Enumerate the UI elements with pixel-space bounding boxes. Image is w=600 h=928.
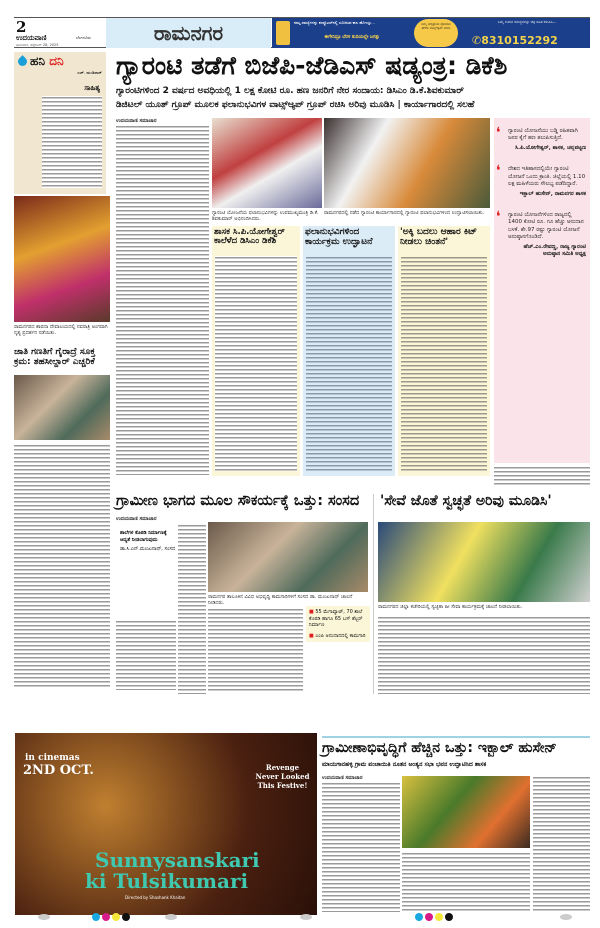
story2-bullets [306,606,370,642]
story2-headline: ಗ್ರಾಮೀಣ ಭಾಗದ ಮೂಲ ಸೌಕರ್ಯಕ್ಕೆ ಒತ್ತು: ಸಂಸದ [116,493,360,509]
masthead [14,17,590,48]
section-name: ರಾಮನಗರ [106,18,271,48]
edition: ಬೆಂಗಳೂರು [76,35,91,40]
quote-3: ❛ ಗ್ಯಾರಂಟಿ ಯೋಜನೆಗಳಿಂದ ರಾಜ್ಯದಲ್ಲಿ 1400 ಕೋಟಿ ರೂ. ಗೂ ಹೆಚ್ಚು ಅನುದಾನ ಬಳಕೆ. ಶೇ.97 ರಷ್ಟು ಗ್ಯಾರಂಟಿ ಯೋಜನೆ ಅನುಷ್ಠಾನಗೊಂಡಿದೆ. ಹೆಚ್.ಎಂ.ರೇವಣ್ಣ, ರಾಜ್ಯ ಗ್ಯಾರಂಟಿ ಅನುಷ್ಠಾನ ಸಮಿತಿ ಅಧ್ಯಕ್ಷ [494,208,590,263]
story4-subheadline: ಮಾಯಗಾನಹಳ್ಳಿ ಗ್ರಾಮ ಪಂಚಾಯಿತಿ ನೂತನ ಅಂತ್ಯನ ಸಭಾ ಭವನ ಉದ್ಘಾಟಿಸಿದ ಶಾಸಕ [322,761,487,768]
color-mark-magenta [102,913,110,921]
bullet-item: ■ 55 ಮೆಗಾವ್ಯಾಟ್, 70 ಶಾಲೆ ಕೊಠಡಿ ಹಾಗೂ 65 ಬಸ್ ಶೆಲ್ಟರ್ ನಿರ್ಮಾಣ [309,609,363,628]
registration-mark [38,914,50,920]
color-mark-black [122,913,130,921]
meeting-photo [14,375,110,440]
story3-headline: 'ಸೇವೆ ಜೊತೆ ಸ್ವಚ್ಛತೆ ಅರಿವು ಮೂಡಿಸಿ' [380,493,552,509]
color-mark-cyan [415,913,423,921]
paper-name: ಉದಯವಾಣಿ [16,34,47,42]
story3-photo [378,522,590,602]
registration-mark [300,914,312,920]
header-ad[interactable]: ನಮ್ಮ ಸಮಸ್ಯೆಗಳನ್ನು ಕಂಪ್ಯೂಟರ್‌ನಲ್ಲಿ ಸೂಚಿಸುವ ಕಾಲ ಹೋಯ್ತು... ಈಗೇನಿದ್ರೂ ಬೆರಳ ತುದಿಯಲ್ಲೇ ಜಗತ್ತು ನಿಮ್ಮ ಅಭಿಪ್ರಾಯ ಫೋಟೋ ತೆಗೆದು ವಾಟ್ಸ್‌ಆ್ಯಪ್ ಮಾಡಿ ನಿಮ್ಮ ಊರಿನ ಸಮಸ್ಯೆಗಳನ್ನು ಚಿತ್ರ ಸಹಿತ ಕಳುಹಿಸಿ... ✆8310152292 [272,18,590,48]
color-mark-magenta [425,913,433,921]
date: ಭಾನುವಾರ, ಸೆಪ್ಟೆಂಬರ್ 28, 2025 [16,43,59,47]
phone-icon [276,21,290,45]
lead-subheadline-2: ಡಿಜಿಟಲ್ ಯೂತ್ ಗ್ರೂಪ್ ಮೂಲಕ ಫಲಾನುಭವಿಗಳ ವಾಟ್ಸ್‌ಆ್ಯಪ್ ಗ್ರೂಪ್ ರಚಿಸಿ ಅರಿವು ಮೂಡಿಸಿ | ಕಾರ್ಯಾಗಾರದಲ್ಲಿ ಸಲಹೆ [116,100,475,110]
side-story-3: 'ಅಕ್ಕಿ ಬದಲು ಆಹಾರ ಕಿಟ್ ನೀಡಲು ಚಿಂತನೆ' [398,226,490,476]
lead-headline: ಗ್ಯಾರಂಟಿ ತಡೆಗೆ ಬಿಜೆಪಿ-ಜೆಡಿಎಸ್ ಷಡ್ಯಂತ್ರ: ಡಿಕೆಶಿ [116,51,508,80]
color-mark-yellow [112,913,120,921]
phone-number: ✆8310152292 [472,34,558,47]
bullet-item: ■ ಎಂಪಿ ಅನುದಾನದಲ್ಲಿ ಕಾಮಗಾರಿ [309,632,366,639]
registration-mark [165,914,177,920]
side-story-2: ಫಲಾನುಭವಿಗಳಿಂದ ಕಾರ್ಯಕ್ರಮ ಉದ್ಘಾಟನೆ [303,226,395,476]
lead-subheadline-1: ಗ್ಯಾರಂಟಿಗಳಿಂದ 2 ವರ್ಷದ ಅವಧಿಯಲ್ಲಿ 1 ಲಕ್ಷ ಕೋಟಿ ರೂ. ಹಣ ಜನರಿಗೆ ನೇರ ಸಂದಾಯ: ಡಿಸಿಎಂ ಡಿ.ಕೆ.ಶಿವಕುಮಾರ್ [116,86,464,96]
pull-quote: ಶಾಲೆಗಳ ಕೊಠಡಿ ನಿರ್ಮಾಣಕ್ಕೆ ಆದ್ಯತೆ ನೀಡಲಾಗುವುದು ಡಾ.ಸಿ.ಎನ್.ಮಂಜುನಾಥ್, ಸಂಸದ [120,530,176,552]
dance-photo [14,196,110,322]
story4-headline: ಗ್ರಾಮೀಣಾಭಿವೃದ್ಧಿಗೆ ಹೆಚ್ಚಿನ ಒತ್ತು: ಇಕ್ಬಾಲ್ ಹುಸೇನ್ [322,740,557,756]
color-mark-cyan [92,913,100,921]
story4-photo [402,776,530,848]
side-story-1: ಶಾಸಕ ಸಿ.ಪಿ.ಯೋಗೇಶ್ವರ್ ಕಾಲೆಳೆದ ಡಿಸಿಎಂ ಡಿಕೆಶಿ [212,226,300,476]
story2-photo [208,522,368,592]
color-mark-black [445,913,453,921]
quotes-sidebar [494,118,590,463]
quote-1: ❛ ಗ್ಯಾರಂಟಿ ಯೋಜನೆಯು ಬಡ್ಡಿ ರಹಿತವಾಗಿ ಜನರ ಕೈಗೆ ಹಣ ತಲುಪಿಸುತ್ತಿದೆ. ಸಿ.ಪಿ.ಯೋಗೇಶ್ವರ್, ಶಾಸಕ, ಚನ್ನಪಟ್ಟಣ [494,124,590,156]
registration-mark [560,914,572,920]
page-number: 2 [16,18,27,36]
lead-photo-2 [324,118,490,208]
movie-ad[interactable]: in cinemas 2ND OCT. Revenge Never Looked This Festive! Sunnysanskari ki Tulsikumari Directed by Shashank Khaitan [15,733,317,915]
drop-icon [16,55,29,68]
lead-photo-1 [212,118,322,208]
color-mark-yellow [435,913,443,921]
column-box: ಹನಿ ದನಿ ಎಚ್. ಡುಂಡಿರಾಜ್ ಸಾಹಿತ್ಯ [14,52,106,194]
quote-2: ❛ ದೇಶದ ಇತಿಹಾಸದಲ್ಲಿಯೇ ಗ್ಯಾರಂಟಿ ಯೋಜನೆ ಒಂದು ಕ್ರಾಂತಿ. ಜಿಲ್ಲೆಯಲ್ಲಿ 1.10 ಲಕ್ಷ ಮಹಿಳೆಯರು ಸೌಲಭ್ಯ ಪಡೆದಿದ್ದಾರೆ. ಇಕ್ಬಾಲ್ ಹುಸೇನ್, ರಾಮನಗರ ಶಾಸಕ [494,162,590,202]
left-story-headline: ಜಾತಿ ಗಣತಿಗೆ ಗೈರಾದ್ರೆ ಸೂಕ್ತ ಕ್ರಮ: ತಹಸೀಲ್ದಾರ್ ಎಚ್ಚರಿಕೆ [14,347,96,367]
